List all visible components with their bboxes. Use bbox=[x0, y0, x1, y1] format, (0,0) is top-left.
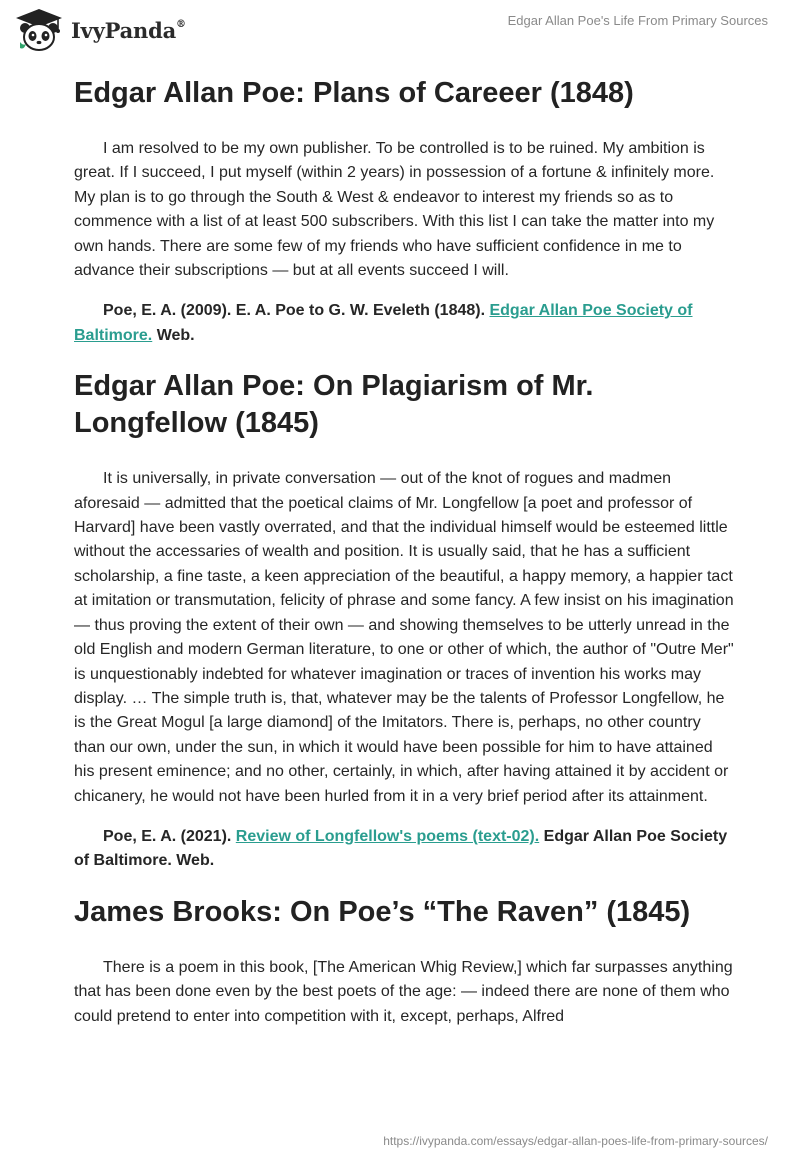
ivypanda-logo[interactable] bbox=[14, 8, 186, 52]
citation-suffix: Edgar Allan Poe Society of Baltimore. Web. bbox=[74, 827, 728, 870]
citation-suffix: Web. bbox=[152, 326, 195, 344]
document-title: Edgar Allan Poe's Life From Primary Sources bbox=[507, 13, 768, 28]
citation-link[interactable]: Edgar Allan Poe Society of Baltimore. bbox=[74, 302, 693, 344]
section-heading: Edgar Allan Poe: On Plagiarism of Mr. Longfellow (1845) bbox=[74, 370, 594, 440]
page-url: https://ivypanda.com/essays/edgar-allan-poes-life-from-primary-sources/ bbox=[383, 1134, 768, 1148]
citation-link[interactable]: Review of Longfellow's poems (text-02). bbox=[235, 827, 540, 845]
section-paragraph: It is universally, in private conversation — out of the knot of rogues and madmen aforesaid — admitted that the poetical claims of Mr. Longfellow [a poet and professor of Harvard] have been vastly overrated, and that the individual himself would be esteemed little without the accessaries of wealth and position. It is usually said, that he has a sufficient scholarship, a fine taste, a keen appreciation of the beautiful, a happy memory, a happier tact at imitation or transmutation, felicity of phrase and some fancy. A few insist on his imagination — thus proving the extent of their own — and showing themselves to be utterly unread in the old English and modern German literature, to one or other of which, the author of "Outre Mer" is unquestionably indebted for whatever imagination or traces of invention his works may display. … The simple truth is, that, whatever may be the talents of Professor Longfellow, he is the Great Mogul [a large diamond] of the Imitators. There is, perhaps, no other country than our own, under the sun, in which it would have been possible for him to have attained his present eminence; and no other, certainly, in which, after having attained it by accident or chicanery, he would not have been hurled from it in a very brief period after its attainment. bbox=[74, 470, 734, 805]
section-paragraph: There is a poem in this book, [The American Whig Review,] which far surpasses anything that has been done even by the best poets of the age: — indeed there are none of them who could pretend to enter into competition with it, except, perhaps, Alfred bbox=[74, 958, 733, 1025]
citation-text: Poe, E. A. (2009). E. A. Poe to G. W. Eveleth (1848). bbox=[103, 302, 490, 320]
essay-content bbox=[74, 70, 734, 1029]
page-header bbox=[0, 0, 800, 60]
section-heading: Edgar Allan Poe: Plans of Careeer (1848) bbox=[74, 77, 634, 109]
logo-text: IvyPanda bbox=[71, 17, 177, 43]
panda-graduate-icon bbox=[14, 8, 64, 52]
citation bbox=[74, 825, 734, 874]
citation bbox=[74, 299, 734, 348]
registered-mark: ® bbox=[176, 18, 186, 30]
citation-text: Poe, E. A. (2021). bbox=[103, 827, 236, 845]
section-paragraph: I am resolved to be my own publisher. To be controlled is to be ruined. My ambition is great. If I succeed, I put myself (within 2 years) in possession of a fortune & infinitely more. My plan is to go through the South & West & endeavor to interest my friends so as to commence with a list of at least 500 subscribers. With this list I can take the matter into my own hands. There are some few of my friends who have sufficient confidence in me to advance their subscriptions — but at all events succeed I will. bbox=[74, 140, 715, 280]
section-heading: James Brooks: On Poe’s “The Raven” (1845) bbox=[74, 895, 691, 928]
